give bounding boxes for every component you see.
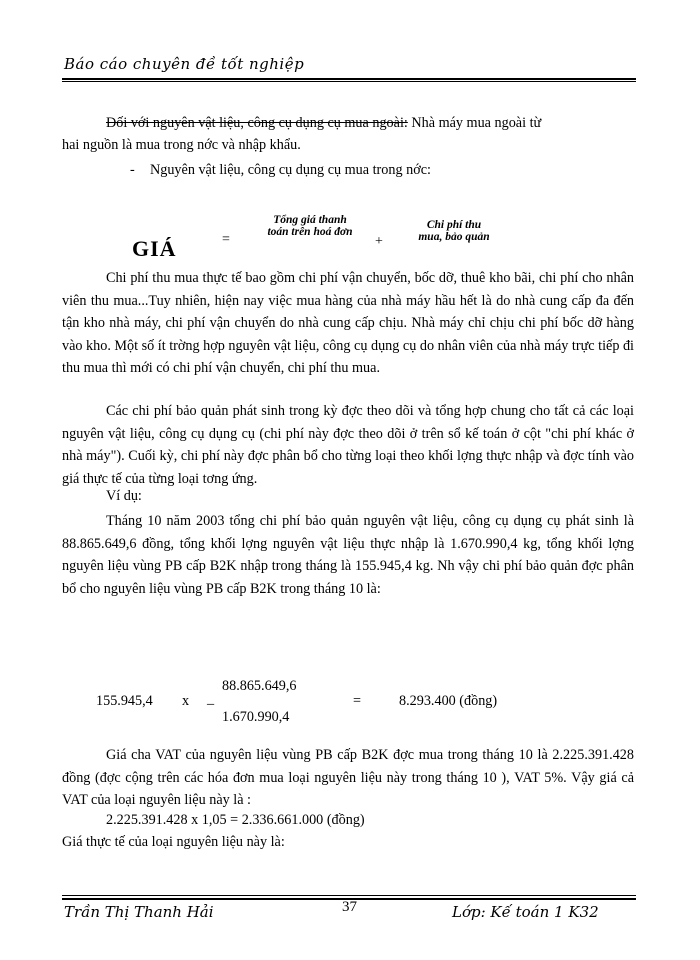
paragraph-1-rest: Nhà máy mua ngoài từ — [407, 115, 542, 131]
header-rule-thin — [62, 81, 636, 82]
page-number: 37 — [342, 899, 357, 915]
footer-rule-thin — [62, 895, 636, 896]
formula-label: GIÁ — [132, 236, 177, 261]
footer-author: Trần Thị Thanh Hải — [64, 903, 214, 921]
calc-times: x — [182, 693, 190, 709]
paragraph-1-heading: Đối với nguyên vật liệu, công cụ dụng cụ mua ngoài: — [106, 115, 408, 131]
bullet-marker: - — [130, 162, 135, 178]
bullet-text: Nguyên vật liệu, công cụ dụng cụ mua trong nớc: — [150, 162, 431, 178]
calc-fraction-bar: – — [207, 696, 215, 712]
formula-equals: = — [222, 232, 230, 247]
footer-class: Lớp: Kế toán 1 K32 — [452, 903, 599, 921]
example-label: Ví dụ: — [106, 488, 142, 504]
calc-numerator: 88.865.649,6 — [222, 678, 297, 694]
calc-result: 8.293.400 (đồng) — [399, 693, 498, 709]
header-title: Báo cáo chuyên đề tốt nghiệp — [64, 55, 305, 73]
calc-multiplicand: 155.945,4 — [96, 693, 153, 709]
paragraph-3: Các chi phí bảo quản phát sinh trong kỳ đợc theo dõi và tổng hợp chung cho tất cả các loại nguyên vật liệu, công cụ dụng cụ (chi phí này đợc theo dõi ở trên sổ kế toán ở cột "chi phí khác ở nhà máy"). Cuối kỳ, chi phí này đợc phân bổ cho từng loại theo khối lợng thực nhập và đợc tính vào giá thực tế của từng loại tơng ứng. — [62, 403, 634, 487]
paragraph-2: Chi phí thu mua thực tế bao gồm chi phí vận chuyển, bốc dỡ, thuê kho bãi, chi phí cho nhân viên thu mua...Tuy nhiên, hiện nay việc mua hàng của nhà máy hầu hết là do nhà cung cấp đa đến tận kho nhà máy, chi phí vận chuyển do nhà cung cấp chịu. Nhà máy chỉ chịu chi phí bốc dỡ hàng vào kho. Một số ít trờng hợp nguyên vật liệu, công cụ dụng cụ do nhân viên của nhà máy trực tiếp đi thu mua thì mới có chi phí vận chuyển, chi phí thu mua. — [62, 270, 634, 376]
formula-term-1: Tổng giá thanh toán trên hoá đơn — [267, 214, 353, 238]
formula-plus: + — [375, 234, 383, 249]
paragraph-1-line2: hai nguồn là mua trong nớc và nhập khẩu. — [62, 137, 301, 153]
calc-equals: = — [353, 693, 362, 709]
paragraph-5: Giá cha VAT của nguyên liệu vùng PB cấp B2K đợc mua trong tháng 10 là 2.225.391.428 đồng (đợc cộng trên các hóa đơn mua loại nguyên liệu này trong tháng 10 ), VAT 5%. Vậy giá cả VAT của loại nguyên liệu này là : — [62, 747, 634, 808]
header-rule — [62, 78, 636, 80]
paragraph-7: Giá thực tế của loại nguyên liệu này là: — [62, 834, 285, 850]
paragraph-1 — [62, 112, 634, 135]
calc-denominator: 1.670.990,4 — [222, 709, 290, 725]
formula-term-2: Chi phí thu mua, bảo quản — [418, 219, 490, 243]
vat-calculation: 2.225.391.428 x 1,05 = 2.336.661.000 (đồng) — [106, 812, 365, 828]
paragraph-4: Tháng 10 năm 2003 tổng chi phí bảo quản nguyên vật liệu, công cụ dụng cụ phát sinh là 88.865.649,6 đồng, tổng khối lợng nguyên vật liệu thực nhập là 1.670.990,4 kg, tổng khối lợng nguyên liệu vùng PB cấp B2K nhập trong tháng là 155.945,4 kg. Nh vậy chi phí bảo quản đợc phân bổ cho nguyên liệu vùng PB cấp B2K trong tháng 10 là: — [62, 513, 634, 597]
